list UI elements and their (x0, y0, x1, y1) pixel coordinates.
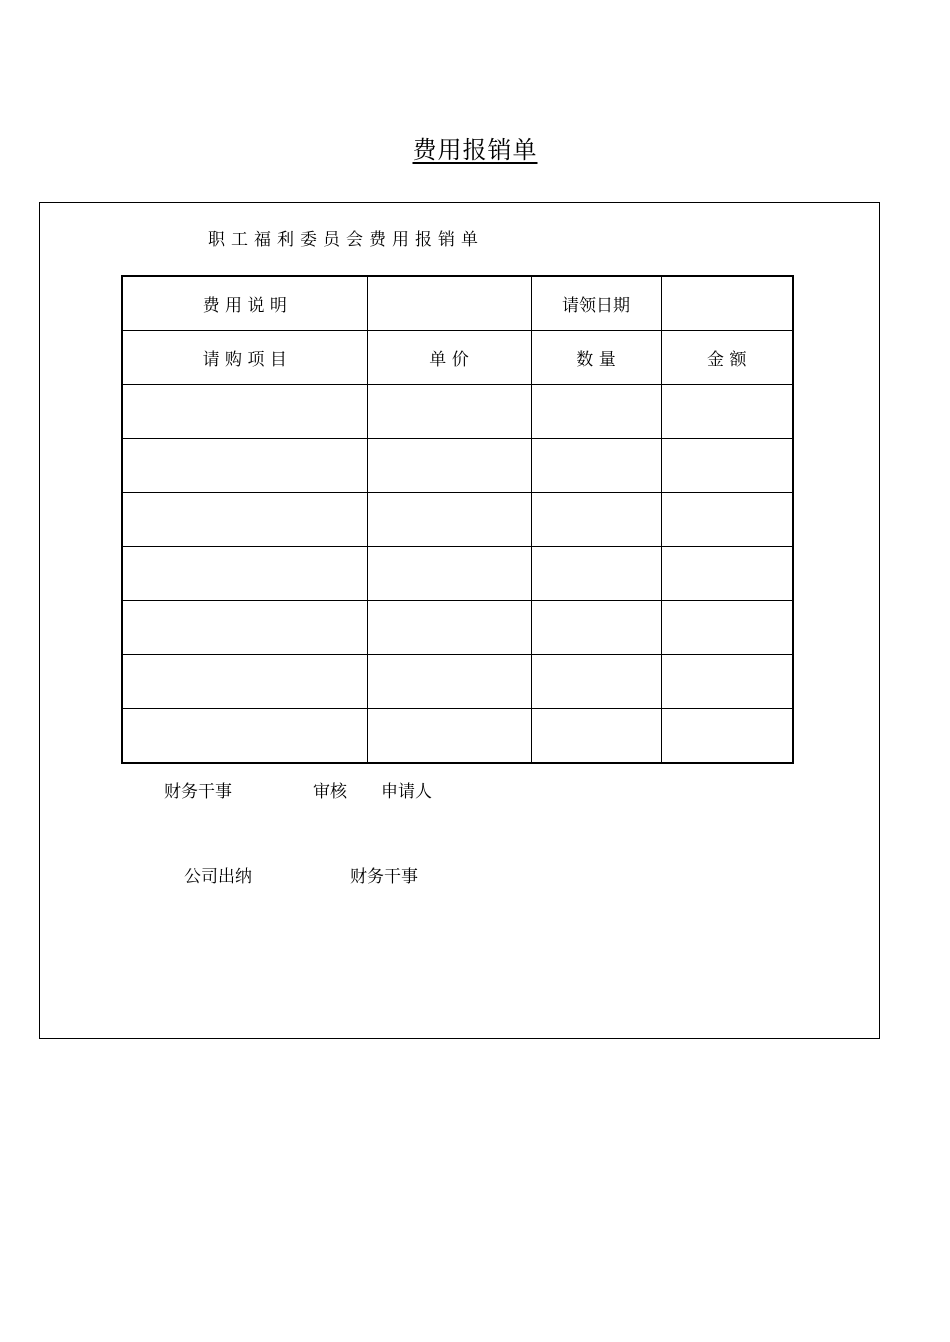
amount-cell[interactable] (661, 547, 793, 601)
amount-cell[interactable] (661, 439, 793, 493)
form-subtitle: 职工福利委员会费用报销单 (208, 230, 484, 250)
page-title: 费用报销单 (412, 136, 538, 164)
item-cell[interactable] (122, 601, 367, 655)
table-header-row (122, 276, 793, 331)
amount-cell[interactable] (661, 385, 793, 439)
table-row (122, 385, 793, 439)
date-value-cell[interactable] (661, 276, 793, 331)
signature-applicant: 申请人 (381, 782, 432, 802)
description-value-cell[interactable] (367, 276, 531, 331)
unit-price-cell[interactable] (367, 493, 531, 547)
quantity-cell[interactable] (531, 439, 661, 493)
column-header-item: 请 购 项 目 (122, 331, 367, 385)
description-label-text: 费 用 说 明 (202, 296, 287, 316)
quantity-cell[interactable] (531, 709, 661, 764)
column-header-unit-price: 单 价 (367, 331, 531, 385)
unit-price-cell[interactable] (367, 601, 531, 655)
expense-table (121, 275, 794, 764)
item-cell[interactable] (122, 655, 367, 709)
signature-review: 审核 (313, 782, 347, 802)
quantity-cell[interactable] (531, 655, 661, 709)
item-cell[interactable] (122, 385, 367, 439)
item-cell[interactable] (122, 493, 367, 547)
quantity-cell[interactable] (531, 547, 661, 601)
amount-cell[interactable] (661, 709, 793, 764)
amount-cell[interactable] (661, 601, 793, 655)
signature-finance-clerk-1: 财务干事 (164, 782, 232, 802)
unit-price-cell[interactable] (367, 385, 531, 439)
item-cell[interactable] (122, 547, 367, 601)
amount-cell[interactable] (661, 493, 793, 547)
column-header-quantity: 数 量 (531, 331, 661, 385)
item-cell[interactable] (122, 709, 367, 764)
table-row (122, 547, 793, 601)
signature-cashier: 公司出纳 (184, 867, 252, 887)
quantity-cell[interactable] (531, 601, 661, 655)
table-row (122, 655, 793, 709)
table-row (122, 601, 793, 655)
date-label: 请领日期 (531, 276, 661, 331)
table-row (122, 439, 793, 493)
quantity-cell[interactable] (531, 385, 661, 439)
item-cell[interactable] (122, 439, 367, 493)
unit-price-cell[interactable] (367, 655, 531, 709)
quantity-cell[interactable] (531, 493, 661, 547)
column-header-amount: 金 额 (661, 331, 793, 385)
unit-price-cell[interactable] (367, 709, 531, 764)
unit-price-cell[interactable] (367, 547, 531, 601)
description-label (122, 276, 367, 331)
expense-form (39, 202, 880, 1039)
amount-cell[interactable] (661, 655, 793, 709)
table-row (122, 493, 793, 547)
column-header-row (122, 331, 793, 385)
table-row (122, 709, 793, 764)
unit-price-cell[interactable] (367, 439, 531, 493)
signature-finance-clerk-2: 财务干事 (350, 867, 418, 887)
